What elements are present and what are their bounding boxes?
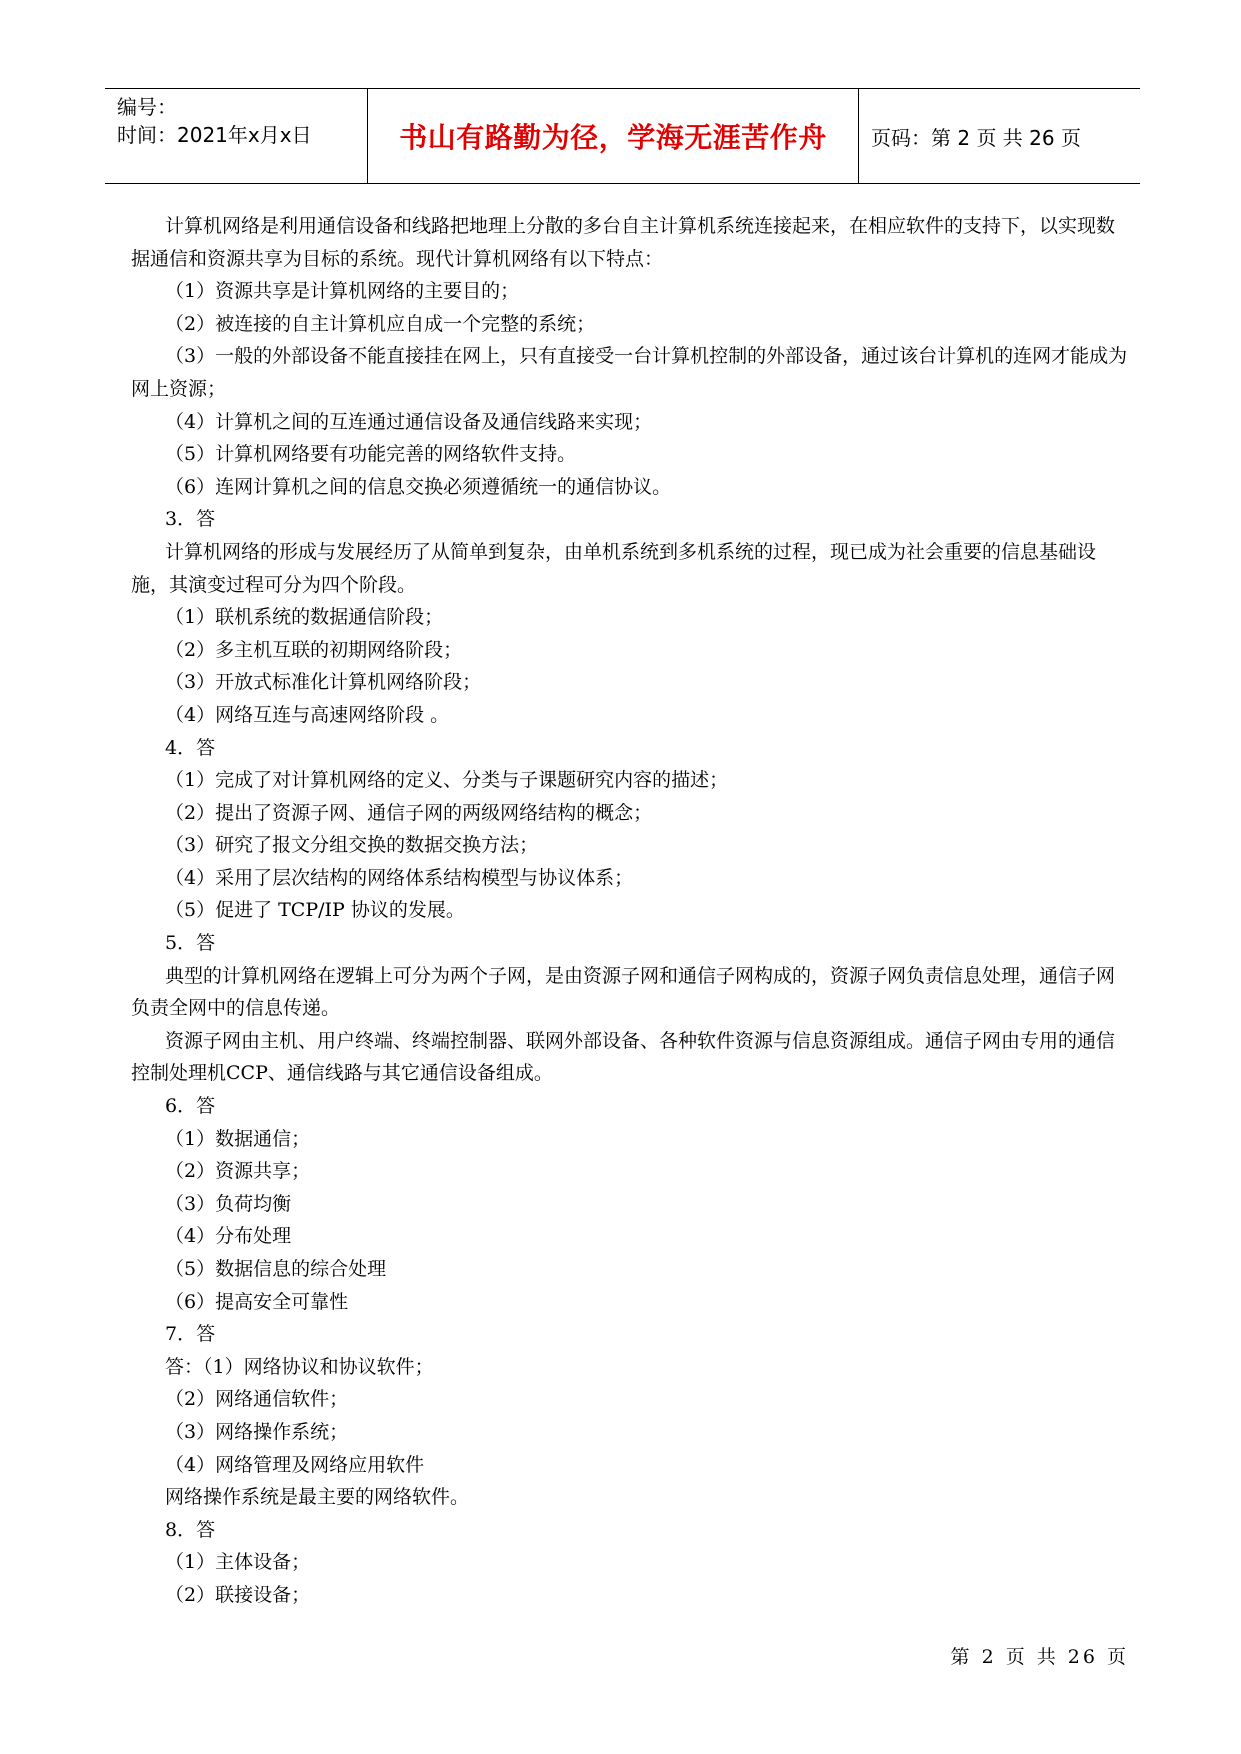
body-paragraph: （4）采用了层次结构的网络体系结构模型与协议体系；: [165, 866, 634, 889]
body-paragraph: （1）主体设备；: [165, 1551, 311, 1574]
body-paragraph: （2）多主机互联的初期网络阶段；: [165, 638, 463, 661]
body-paragraph: （1）完成了对计算机网络的定义、分类与子课题研究内容的描述；: [165, 769, 729, 792]
body-paragraph: （2）资源共享；: [165, 1160, 311, 1183]
body-paragraph: 典型的计算机网络在逻辑上可分为两个子网，是由资源子网和通信子网构成的，资源子网负责信息处理，通信子网负责全网中的信息传递。: [131, 964, 1116, 1020]
body-paragraph: 7．答: [165, 1323, 216, 1346]
body-paragraph: （3）负荷均衡: [165, 1192, 292, 1215]
body-paragraph: （1）数据通信；: [165, 1127, 311, 1150]
page-footer: 第 2 页 共 26 页: [950, 1646, 1129, 1668]
body-paragraph: 5．答: [165, 932, 216, 955]
header-motto: 书山有路勤为径，学海无涯苦作舟: [368, 89, 859, 183]
body-paragraph: 计算机网络的形成与发展经历了从简单到复杂，由单机系统到多机系统的过程，现已成为社会重要的信息基础设施，其演变过程可分为四个阶段。: [131, 540, 1097, 596]
body-paragraph: 4．答: [165, 736, 216, 759]
body-paragraph: （2）联接设备；: [165, 1583, 311, 1606]
document-body: [131, 210, 1132, 1612]
body-paragraph: （3）开放式标准化计算机网络阶段；: [165, 671, 482, 694]
body-paragraph: 网络操作系统是最主要的网络软件。: [165, 1486, 470, 1509]
body-paragraph: 资源子网由主机、用户终端、终端控制器、联网外部设备、各种软件资源与信息资源组成。通信子网由专用的通信控制处理机CCP、通信线路与其它通信设备组成。: [131, 1029, 1116, 1085]
body-paragraph: （4）分布处理: [165, 1225, 292, 1248]
body-paragraph: （4）计算机之间的互连通过通信设备及通信线路来实现；: [165, 410, 653, 433]
body-paragraph: 3．答: [165, 508, 216, 531]
body-paragraph: （3）网络操作系统；: [165, 1420, 349, 1443]
page-header: [105, 88, 1140, 184]
body-paragraph: （4）网络互连与高速网络阶段 。: [165, 703, 450, 726]
body-paragraph: （3）一般的外部设备不能直接挂在网上，只有直接受一台计算机控制的外部设备，通过该台计算机的连网才能成为网上资源；: [131, 345, 1128, 400]
body-paragraph: （1）资源共享是计算机网络的主要目的；: [165, 280, 520, 303]
body-paragraph: 6．答: [165, 1095, 216, 1118]
body-paragraph: （4）网络管理及网络应用软件: [165, 1453, 425, 1476]
body-paragraph: （5）促进了 TCP/IP 协议的发展。: [165, 899, 465, 922]
body-paragraph: （5）计算机网络要有功能完善的网络软件支持。: [165, 443, 577, 466]
document-number-label: 编号：: [117, 95, 177, 119]
body-paragraph: （2）被连接的自主计算机应自成一个完整的系统；: [165, 312, 596, 335]
body-paragraph: （5）数据信息的综合处理: [165, 1258, 387, 1280]
body-paragraph: 答：（1）网络协议和协议软件；: [165, 1355, 434, 1378]
header-page-label: 页码：第 2 页 共 26 页: [871, 125, 1081, 150]
body-paragraph: 计算机网络是利用通信设备和线路把地理上分散的多台自主计算机系统连接起来，在相应软件的支持下，以实现数据通信和资源共享为目标的系统。现代计算机网络有以下特点：: [131, 215, 1116, 270]
body-paragraph: （3）研究了报文分组交换的数据交换方法；: [165, 834, 539, 857]
body-paragraph: （6）提高安全可靠性: [165, 1290, 349, 1313]
body-paragraph: （2）网络通信软件；: [165, 1388, 349, 1411]
document-time-label: 时间：2021年x月x日: [117, 123, 312, 147]
body-paragraph: （1）联机系统的数据通信阶段；: [165, 606, 444, 629]
body-paragraph: 8．答: [165, 1518, 216, 1541]
body-paragraph: （2）提出了资源子网、通信子网的两级网络结构的概念；: [165, 801, 653, 824]
body-paragraph: （6）连网计算机之间的信息交换必须遵循统一的通信协议。: [165, 475, 672, 498]
header-meta: [105, 89, 368, 183]
